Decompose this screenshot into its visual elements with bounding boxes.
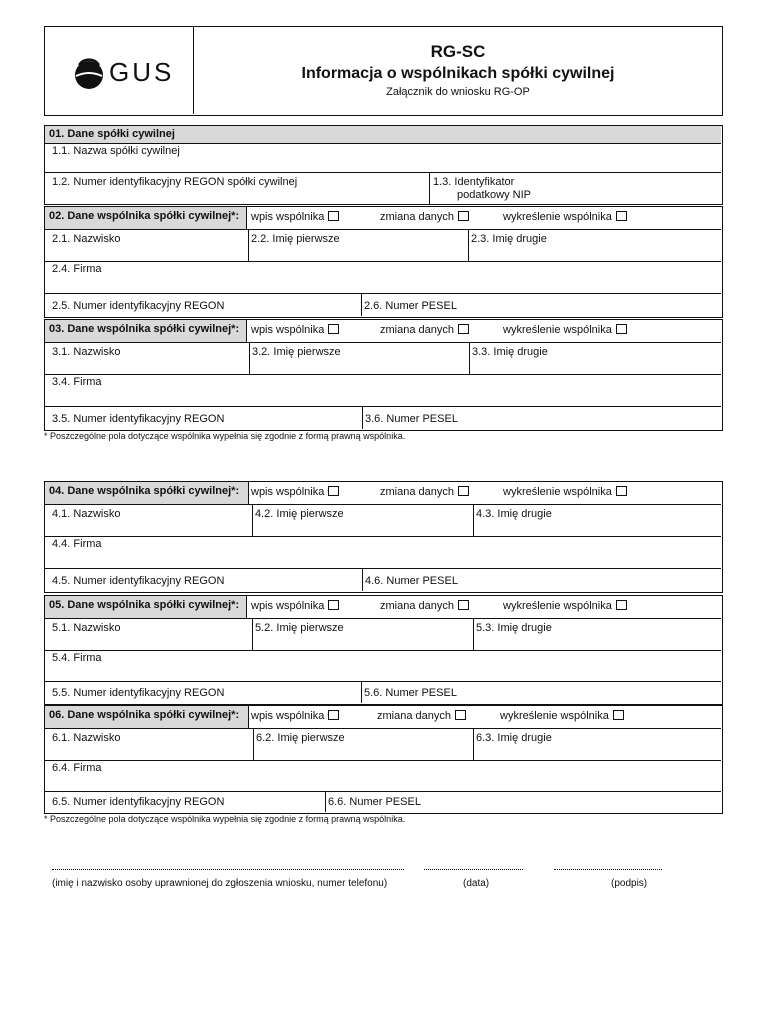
- partner-section-title: [45, 482, 249, 505]
- field-imie-pierwsze[interactable]: [249, 230, 469, 262]
- field-1-3-label-a: 1.3. Identyfikator: [433, 176, 515, 188]
- field-1-1[interactable]: [45, 144, 721, 173]
- form-code: RG-SC: [430, 42, 486, 61]
- form-header: [44, 26, 723, 116]
- field-firma[interactable]: [45, 537, 721, 569]
- partner-options-row: [247, 207, 721, 230]
- field-pesel-label: 5.6. Numer PESEL: [364, 687, 457, 699]
- option-wykreslenie-label: wykreślenie wspólnika: [503, 486, 612, 498]
- option-zmiana-label: zmiana danych: [380, 486, 454, 498]
- partner-section-title-text: 06. Dane wspólnika spółki cywilnej*:: [49, 709, 240, 721]
- field-pesel-label: 2.6. Numer PESEL: [364, 300, 457, 312]
- option-wpis[interactable]: [251, 710, 339, 722]
- field-regon[interactable]: [45, 682, 362, 703]
- checkbox-zmiana[interactable]: [458, 600, 469, 610]
- field-imie-drugie[interactable]: [474, 729, 721, 761]
- field-imie-drugie[interactable]: [474, 505, 721, 537]
- option-zmiana[interactable]: [377, 710, 466, 722]
- field-pesel[interactable]: [363, 407, 721, 429]
- field-regon[interactable]: [45, 569, 363, 591]
- option-zmiana[interactable]: [380, 324, 469, 336]
- field-regon-label: 2.5. Numer identyfikacyjny REGON: [52, 300, 225, 312]
- option-wykreslenie-label: wykreślenie wspólnika: [503, 324, 612, 336]
- option-wykreslenie-label: wykreślenie wspólnika: [500, 710, 609, 722]
- signature-date-line[interactable]: [424, 868, 523, 870]
- checkbox-wykreslenie[interactable]: [616, 211, 627, 221]
- field-nazwisko[interactable]: [45, 729, 254, 761]
- field-nazwisko-label: 5.1. Nazwisko: [52, 622, 121, 634]
- option-wykreslenie-label: wykreślenie wspólnika: [503, 600, 612, 612]
- field-imie-pierwsze-label: 3.2. Imię pierwsze: [252, 346, 341, 358]
- field-imie-drugie[interactable]: [470, 343, 721, 375]
- field-nazwisko[interactable]: [45, 343, 250, 375]
- option-wpis-label: wpis wspólnika: [251, 211, 325, 223]
- field-firma-label: 2.4. Firma: [52, 263, 102, 275]
- signature-name-label: (imię i nazwisko osoby uprawnionej do zgłoszenia wniosku, numer telefonu): [52, 878, 388, 889]
- checkbox-wpis[interactable]: [328, 710, 339, 720]
- field-regon-label: 4.5. Numer identyfikacyjny REGON: [52, 575, 225, 587]
- field-firma-label: 4.4. Firma: [52, 538, 102, 550]
- option-wpis[interactable]: [251, 324, 339, 336]
- option-wpis[interactable]: [251, 600, 339, 612]
- checkbox-wykreslenie[interactable]: [616, 324, 627, 334]
- field-1-3[interactable]: [430, 173, 721, 204]
- partner-options-row: [249, 706, 721, 729]
- signature-date-label: (data): [463, 878, 490, 889]
- field-pesel[interactable]: [363, 569, 721, 591]
- partner-options-row: [247, 320, 721, 343]
- section-01-title: [45, 126, 721, 144]
- option-zmiana-label: zmiana danych: [380, 600, 454, 612]
- option-wpis[interactable]: [251, 486, 339, 498]
- field-nazwisko[interactable]: [45, 505, 253, 537]
- partner-section-title-text: 02. Dane wspólnika spółki cywilnej*:: [49, 210, 240, 222]
- partner-section-3: [44, 319, 723, 431]
- checkbox-wykreslenie[interactable]: [616, 600, 627, 610]
- field-imie-pierwsze[interactable]: [253, 619, 474, 651]
- field-pesel[interactable]: [362, 294, 721, 316]
- checkbox-wykreslenie[interactable]: [616, 486, 627, 496]
- field-firma[interactable]: [45, 262, 721, 294]
- option-zmiana[interactable]: [380, 486, 469, 498]
- field-imie-drugie-label: 2.3. Imię drugie: [471, 233, 547, 245]
- logo-text: GUS: [109, 57, 175, 87]
- field-imie-pierwsze-label: 5.2. Imię pierwsze: [255, 622, 344, 634]
- field-firma-label: 5.4. Firma: [52, 652, 102, 664]
- checkbox-zmiana[interactable]: [458, 324, 469, 334]
- partner-section-2: [44, 206, 723, 318]
- field-imie-pierwsze-label: 4.2. Imię pierwsze: [255, 508, 344, 520]
- footnote-2: * Poszczególne pola dotyczące wspólnika wypełnia się zgodnie z formą prawną wspólnika.: [44, 814, 406, 824]
- option-wykreslenie-label: wykreślenie wspólnika: [503, 211, 612, 223]
- option-wykreslenie[interactable]: [503, 324, 627, 336]
- option-zmiana[interactable]: [380, 211, 469, 223]
- field-firma-label: 6.4. Firma: [52, 762, 102, 774]
- footnote-1: * Poszczególne pola dotyczące wspólnika wypełnia się zgodnie z formą prawną wspólnika.: [44, 431, 406, 441]
- field-imie-pierwsze[interactable]: [254, 729, 474, 761]
- field-imie-drugie[interactable]: [469, 230, 721, 262]
- partner-section-title: [45, 596, 247, 619]
- field-regon-label: 5.5. Numer identyfikacyjny REGON: [52, 687, 225, 699]
- option-zmiana-label: zmiana danych: [377, 710, 451, 722]
- logo-area: [45, 27, 194, 114]
- field-1-2-label: 1.2. Numer identyfikacyjny REGON spółki cywilnej: [52, 176, 298, 188]
- field-pesel[interactable]: [362, 682, 721, 703]
- field-pesel-label: 6.6. Numer PESEL: [328, 796, 421, 808]
- option-zmiana-label: zmiana danych: [380, 324, 454, 336]
- option-zmiana-label: zmiana danych: [380, 211, 454, 223]
- field-imie-pierwsze-label: 2.2. Imię pierwsze: [251, 233, 340, 245]
- checkbox-zmiana[interactable]: [458, 211, 469, 221]
- partner-section-title: [45, 706, 249, 729]
- signature-name-line[interactable]: [52, 868, 404, 870]
- field-pesel[interactable]: [326, 792, 721, 812]
- option-wpis-label: wpis wspólnika: [251, 324, 325, 336]
- checkbox-wpis[interactable]: [328, 600, 339, 610]
- field-imie-pierwsze-label: 6.2. Imię pierwsze: [256, 732, 345, 744]
- option-wpis-label: wpis wspólnika: [251, 486, 325, 498]
- option-wykreslenie[interactable]: [503, 211, 627, 223]
- partner-options-row: [247, 596, 721, 619]
- field-imie-drugie[interactable]: [474, 619, 721, 651]
- checkbox-wpis[interactable]: [328, 211, 339, 221]
- checkbox-zmiana[interactable]: [458, 486, 469, 496]
- partner-section-title-text: 05. Dane wspólnika spółki cywilnej*:: [49, 599, 240, 611]
- section-01: [44, 125, 723, 205]
- field-regon[interactable]: [45, 792, 326, 812]
- field-nazwisko-label: 4.1. Nazwisko: [52, 508, 121, 520]
- partner-section-title: [45, 320, 247, 343]
- partner-options-row: [249, 482, 721, 505]
- field-nazwisko-label: 3.1. Nazwisko: [52, 346, 121, 358]
- checkbox-zmiana[interactable]: [455, 710, 466, 720]
- field-1-2[interactable]: [45, 173, 430, 204]
- partner-section-6: [44, 705, 723, 814]
- option-wpis-label: wpis wspólnika: [251, 600, 325, 612]
- partner-section-title-text: 04. Dane wspólnika spółki cywilnej*:: [49, 485, 240, 497]
- field-pesel-label: 3.6. Numer PESEL: [365, 413, 458, 425]
- option-wpis-label: wpis wspólnika: [251, 710, 325, 722]
- field-imie-drugie-label: 6.3. Imię drugie: [476, 732, 552, 744]
- field-firma[interactable]: [45, 651, 721, 682]
- option-wykreslenie[interactable]: [503, 600, 627, 612]
- option-wykreslenie[interactable]: [503, 486, 627, 498]
- field-nazwisko-label: 6.1. Nazwisko: [52, 732, 121, 744]
- checkbox-wpis[interactable]: [328, 324, 339, 334]
- field-imie-pierwsze[interactable]: [253, 505, 474, 537]
- option-wpis[interactable]: [251, 211, 339, 223]
- checkbox-wpis[interactable]: [328, 486, 339, 496]
- partner-section-5: [44, 595, 723, 705]
- field-firma[interactable]: [45, 375, 721, 407]
- signature-sign-line[interactable]: [554, 868, 662, 870]
- gus-logo-icon: [73, 53, 105, 93]
- field-imie-drugie-label: 3.3. Imię drugie: [472, 346, 548, 358]
- field-nazwisko[interactable]: [45, 230, 249, 262]
- field-1-3-label-b: podatkowy NIP: [457, 189, 531, 201]
- option-wykreslenie[interactable]: [500, 710, 624, 722]
- field-pesel-label: 4.6. Numer PESEL: [365, 575, 458, 587]
- form-subtitle: Załącznik do wniosku RG-OP: [386, 86, 530, 98]
- partner-section-4: [44, 481, 723, 593]
- field-regon[interactable]: [45, 294, 362, 316]
- field-regon-label: 3.5. Numer identyfikacyjny REGON: [52, 413, 225, 425]
- section-01-title-text: 01. Dane spółki cywilnej: [49, 128, 175, 140]
- field-nazwisko-label: 2.1. Nazwisko: [52, 233, 121, 245]
- field-imie-pierwsze[interactable]: [250, 343, 470, 375]
- checkbox-wykreslenie[interactable]: [613, 710, 624, 720]
- field-regon-label: 6.5. Numer identyfikacyjny REGON: [52, 796, 225, 808]
- field-1-1-label: 1.1. Nazwa spółki cywilnej: [52, 145, 180, 157]
- field-nazwisko[interactable]: [45, 619, 253, 651]
- field-firma[interactable]: [45, 761, 721, 792]
- field-regon[interactable]: [45, 407, 363, 429]
- field-imie-drugie-label: 5.3. Imię drugie: [476, 622, 552, 634]
- field-firma-label: 3.4. Firma: [52, 376, 102, 388]
- form-title: Informacja o wspólnikach spółki cywilnej: [301, 65, 615, 82]
- partner-section-title-text: 03. Dane wspólnika spółki cywilnej*:: [49, 323, 240, 335]
- field-imie-drugie-label: 4.3. Imię drugie: [476, 508, 552, 520]
- partner-section-title: [45, 207, 247, 230]
- signature-sign-label: (podpis): [611, 878, 648, 889]
- option-zmiana[interactable]: [380, 600, 469, 612]
